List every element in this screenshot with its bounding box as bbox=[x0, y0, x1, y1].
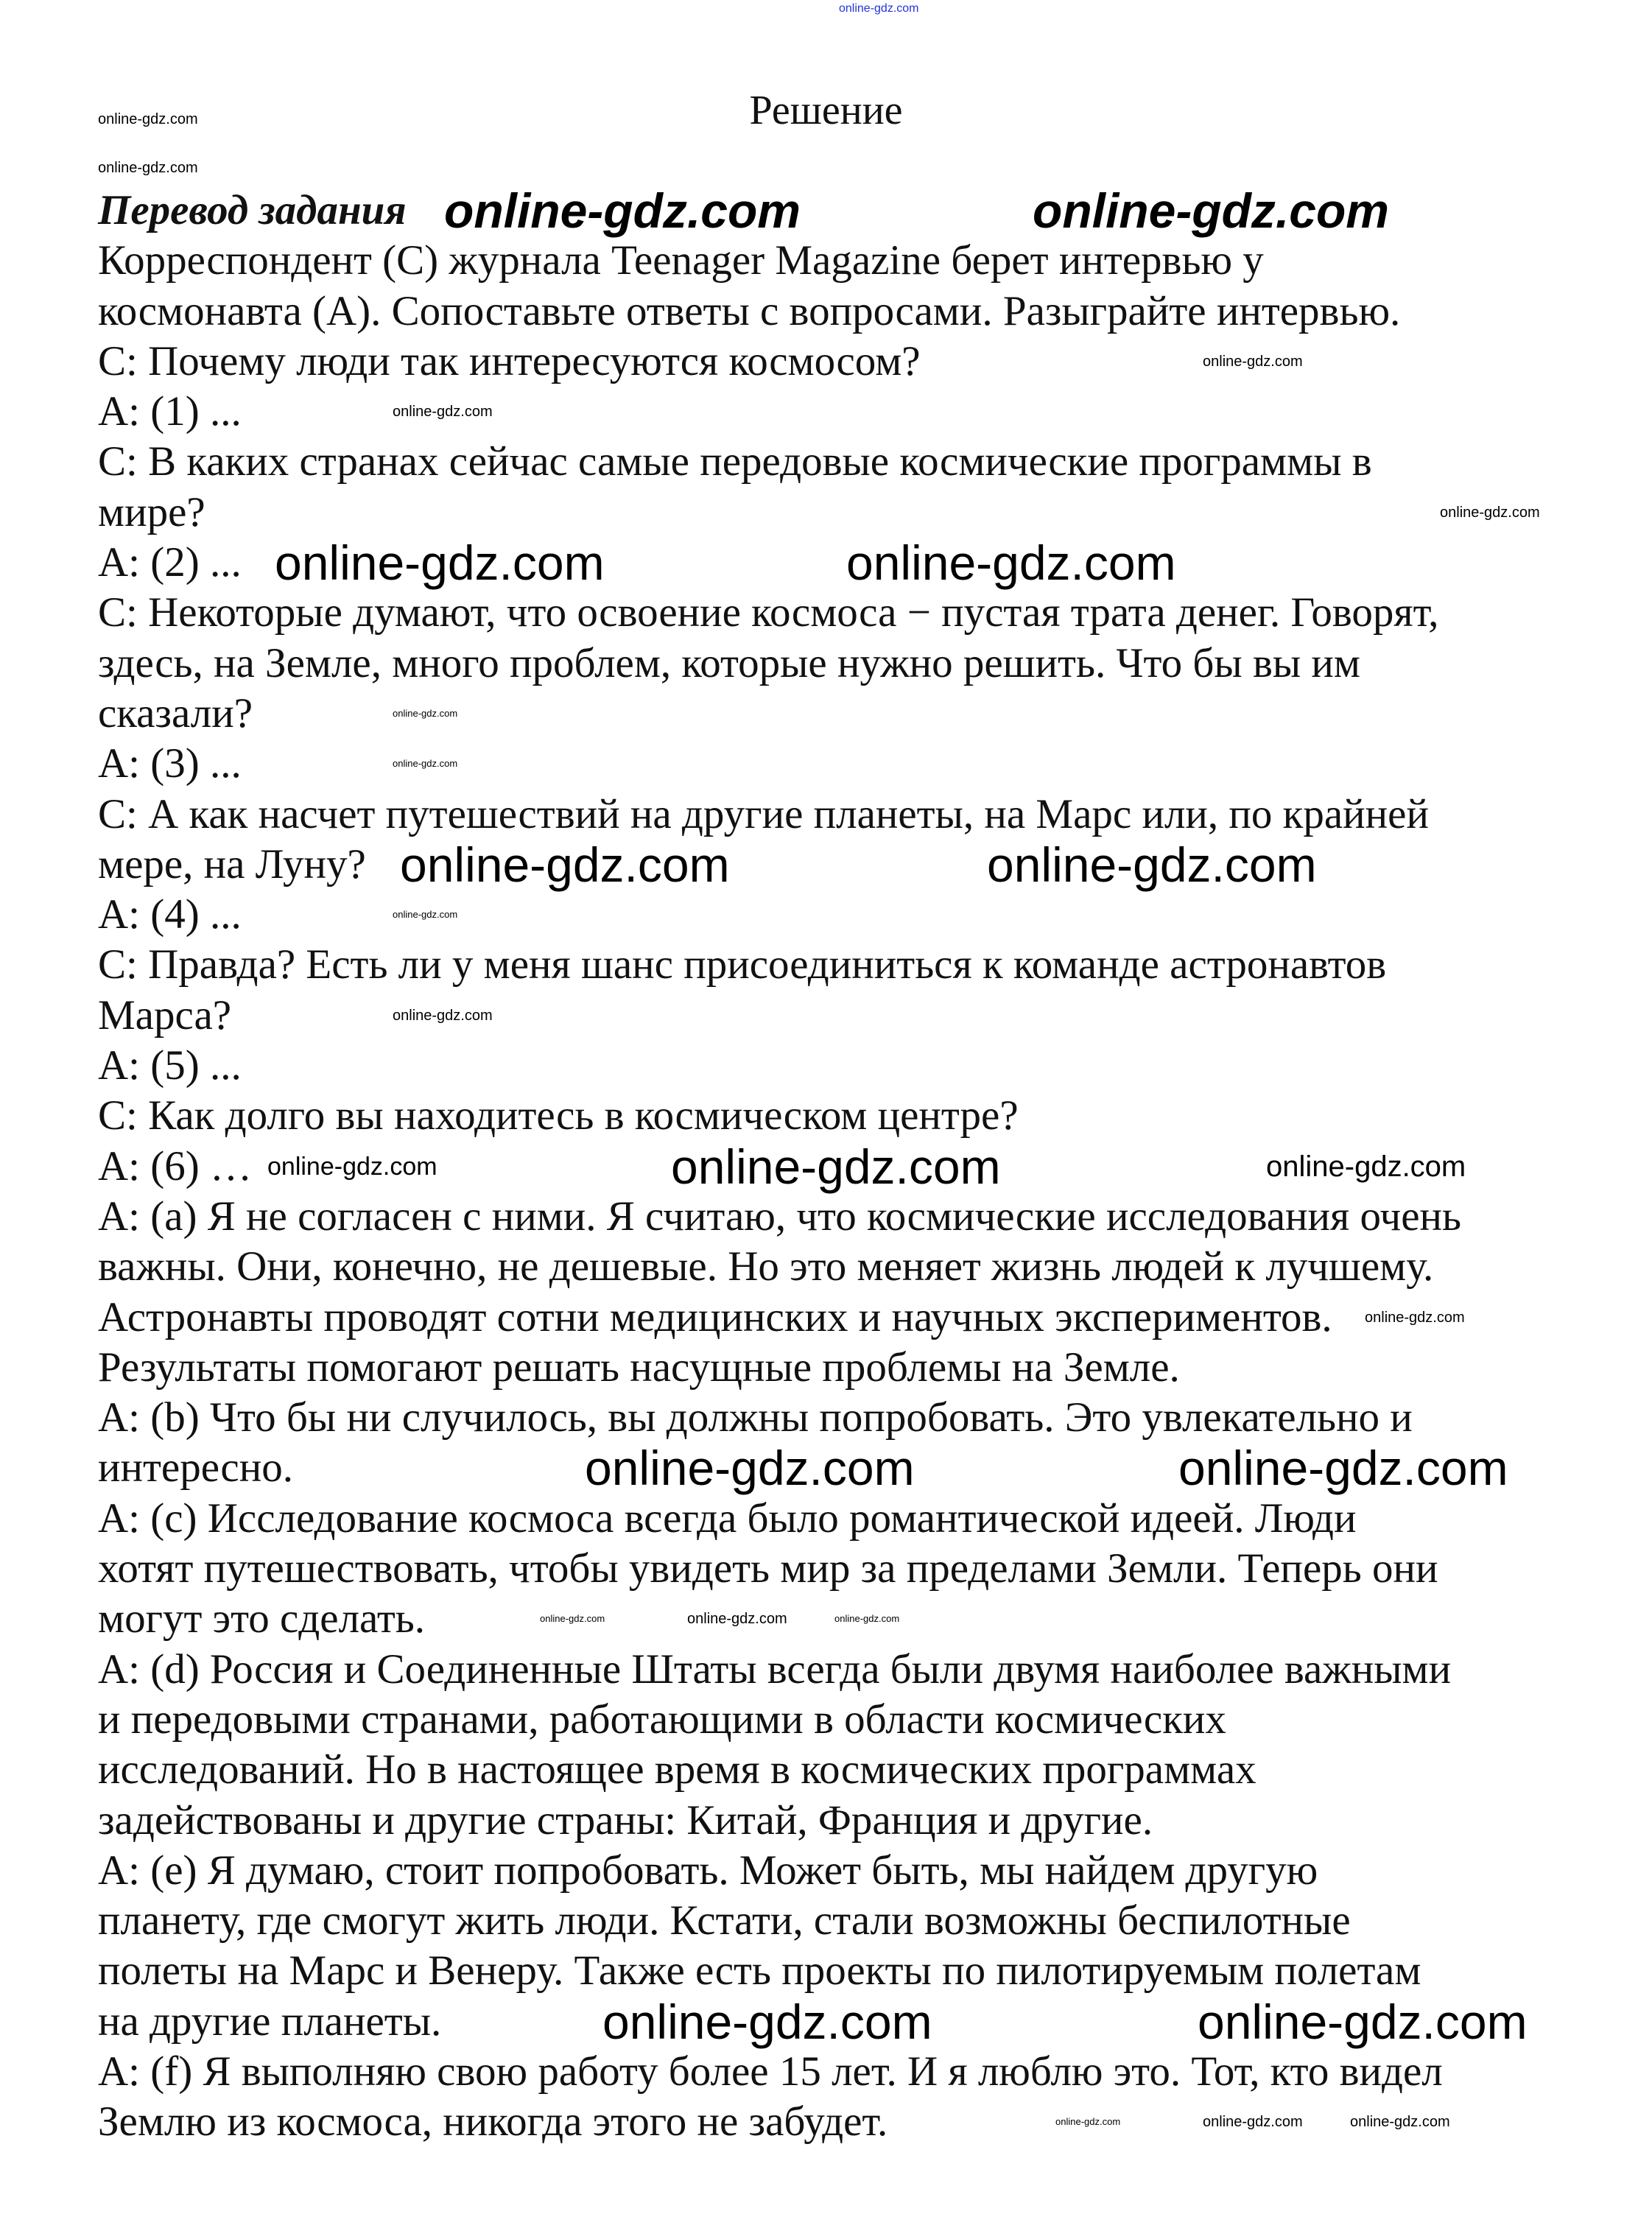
text-line bbox=[98, 1846, 1608, 1896]
text-line bbox=[98, 1494, 1608, 1544]
text-line bbox=[98, 639, 1608, 689]
text-line-content: исследований. Но в настоящее время в космических программах bbox=[98, 1746, 1256, 1793]
text-line bbox=[98, 287, 1608, 337]
watermark: online-gdz.com bbox=[1440, 504, 1540, 521]
text-line bbox=[98, 1946, 1608, 1996]
text-line bbox=[98, 837, 1608, 892]
watermark: online-gdz.com bbox=[1198, 1994, 1528, 2049]
text-line-content: A: (e) Я думаю, стоит попробовать. Может быть, мы найдем другую bbox=[98, 1846, 1318, 1894]
text-line-content: мере, на Луну? bbox=[98, 840, 366, 888]
text-line bbox=[98, 1441, 1608, 1496]
section-heading bbox=[98, 183, 1608, 238]
text-line bbox=[98, 588, 1608, 638]
text-line-content: Корреспондент (C) журнала Teenager Magazine берет интервью у bbox=[98, 237, 1264, 284]
text-line bbox=[98, 991, 1608, 1041]
text-line-content: хотят путешествовать, чтобы увидеть мир за пределами Земли. Теперь они bbox=[98, 1545, 1438, 1592]
text-line-content: важны. Они, конечно, не дешевые. Но это меняет жизнь людей к лучшему. bbox=[98, 1243, 1434, 1290]
watermark: online-gdz.com bbox=[444, 183, 801, 238]
text-line-content: C: Почему люди так интересуются космосом? bbox=[98, 337, 921, 384]
section-heading-text: Перевод задания bbox=[98, 187, 407, 233]
text-line-content: на другие планеты. bbox=[98, 1997, 442, 2045]
text-line-content: C: Правда? Есть ли у меня шанс присоединиться к команде астронавтов bbox=[98, 941, 1387, 988]
watermark: online-gdz.com bbox=[98, 111, 198, 127]
watermark: online-gdz.com bbox=[1055, 2116, 1121, 2128]
watermark: online-gdz.com bbox=[1203, 2114, 1303, 2131]
text-line bbox=[98, 790, 1608, 840]
text-line bbox=[98, 387, 1608, 437]
text-line-content: Землю из космоса, никогда этого не забудет. bbox=[98, 2098, 888, 2146]
text-line bbox=[98, 2047, 1608, 2097]
text-line-content: могут это сделать. bbox=[98, 1595, 426, 1642]
watermark: online-gdz.com bbox=[846, 535, 1176, 591]
text-line-content: A: (a) Я не согласен с ними. Я считаю, что космические исследования очень bbox=[98, 1192, 1461, 1240]
text-line-content: полеты на Марс и Венеру. Также есть проекты по пилотируемым полетам bbox=[98, 1947, 1421, 1995]
text-line-content: A: (5) ... bbox=[98, 1042, 242, 1089]
text-line bbox=[98, 488, 1608, 538]
text-line bbox=[98, 890, 1608, 940]
text-line-content: C: Некоторые думают, что освоение космоса − пустая трата денег. Говорят, bbox=[98, 589, 1439, 636]
text-line bbox=[98, 337, 1608, 387]
text-line-content: мире? bbox=[98, 488, 205, 535]
text-line-content: Результаты помогают решать насущные проблемы на Земле. bbox=[98, 1343, 1180, 1391]
text-line bbox=[98, 1594, 1608, 1644]
watermark: online-gdz.com bbox=[839, 2, 919, 15]
text-line bbox=[98, 940, 1608, 990]
text-line-content: Марса? bbox=[98, 991, 232, 1039]
text-line-content: космонавта (A). Сопоставьте ответы с вопросами. Разыграйте интервью. bbox=[98, 287, 1401, 334]
text-line bbox=[98, 739, 1608, 789]
watermark: online-gdz.com bbox=[1350, 2114, 1450, 2131]
text-line bbox=[98, 437, 1608, 487]
text-line bbox=[98, 1293, 1608, 1343]
text-line-content: сказали? bbox=[98, 689, 253, 737]
text-line bbox=[98, 1192, 1608, 1242]
text-line-content: A: (4) ... bbox=[98, 891, 242, 938]
watermark: online-gdz.com bbox=[393, 707, 458, 719]
watermark: online-gdz.com bbox=[400, 837, 730, 892]
watermark: online-gdz.com bbox=[1178, 1441, 1508, 1496]
watermark: online-gdz.com bbox=[98, 160, 198, 176]
watermark: online-gdz.com bbox=[267, 1152, 437, 1181]
text-line-content: задействованы и другие страны: Китай, Франция и другие. bbox=[98, 1796, 1153, 1844]
text-line bbox=[98, 1544, 1608, 1594]
watermark: online-gdz.com bbox=[585, 1441, 915, 1496]
text-line bbox=[98, 1695, 1608, 1745]
watermark: online-gdz.com bbox=[987, 837, 1317, 892]
text-line-content: A: (b) Что бы ни случилось, вы должны попробовать. Это увлекательно и bbox=[98, 1394, 1413, 1441]
text-line-content: A: (3) ... bbox=[98, 740, 242, 787]
text-line bbox=[98, 1645, 1608, 1695]
text-line bbox=[98, 1343, 1608, 1393]
text-line-content: C: Как долго вы находитесь в космическом центре? bbox=[98, 1092, 1019, 1139]
watermark: online-gdz.com bbox=[1365, 1309, 1465, 1326]
text-line-content: Астронавты проводят сотни медицинских и научных экспериментов. bbox=[98, 1293, 1332, 1340]
document-body bbox=[98, 183, 1608, 2148]
text-line bbox=[98, 1041, 1608, 1091]
text-line-content: и передовыми странами, работающими в области космических bbox=[98, 1695, 1226, 1743]
watermark: online-gdz.com bbox=[540, 1613, 605, 1625]
text-line-content: здесь, на Земле, много проблем, которые нужно решить. Что бы вы им bbox=[98, 639, 1360, 686]
watermark: online-gdz.com bbox=[393, 758, 458, 770]
watermark: online-gdz.com bbox=[1203, 353, 1303, 370]
text-line bbox=[98, 236, 1608, 286]
watermark: online-gdz.com bbox=[1266, 1150, 1466, 1183]
text-line-content: интересно. bbox=[98, 1444, 293, 1491]
watermark: online-gdz.com bbox=[687, 1611, 787, 1628]
text-line-content: A: (1) ... bbox=[98, 388, 242, 435]
text-line-content: A: (6) … bbox=[98, 1142, 252, 1189]
watermark: online-gdz.com bbox=[834, 1613, 900, 1625]
watermark: online-gdz.com bbox=[393, 909, 458, 921]
watermark: online-gdz.com bbox=[393, 1007, 493, 1024]
text-line bbox=[98, 1994, 1608, 2049]
text-line bbox=[98, 689, 1608, 739]
text-line-content: C: В каких странах сейчас самые передовые космические программы в bbox=[98, 438, 1372, 485]
watermark: online-gdz.com bbox=[671, 1139, 1001, 1194]
watermark: online-gdz.com bbox=[602, 1994, 932, 2049]
watermark: online-gdz.com bbox=[275, 535, 605, 591]
text-line bbox=[98, 1242, 1608, 1292]
text-line-content: A: (f) Я выполняю свою работу более 15 лет. И я люблю это. Тот, кто видел bbox=[98, 2048, 1443, 2095]
watermark: online-gdz.com bbox=[1033, 183, 1389, 238]
text-line bbox=[98, 1091, 1608, 1141]
text-line bbox=[98, 1896, 1608, 1946]
text-line-content: A: (c) Исследование космоса всегда было романтической идеей. Люди bbox=[98, 1494, 1357, 1542]
text-line bbox=[98, 535, 1608, 591]
text-line-content: C: А как насчет путешествий на другие планеты, на Марс или, по крайней bbox=[98, 790, 1429, 837]
watermark: online-gdz.com bbox=[393, 404, 493, 421]
text-line bbox=[98, 1393, 1608, 1443]
text-line bbox=[98, 1796, 1608, 1846]
text-line-content: A: (2) ... bbox=[98, 539, 242, 586]
text-line bbox=[98, 1139, 1608, 1194]
page-title: Решение bbox=[749, 88, 903, 133]
text-line-content: планету, где смогут жить люди. Кстати, стали возможны беспилотные bbox=[98, 1897, 1351, 1944]
text-line bbox=[98, 2097, 1608, 2147]
text-line-content: A: (d) Россия и Соединенные Штаты всегда были двумя наиболее важными bbox=[98, 1645, 1452, 1693]
text-line bbox=[98, 1745, 1608, 1795]
